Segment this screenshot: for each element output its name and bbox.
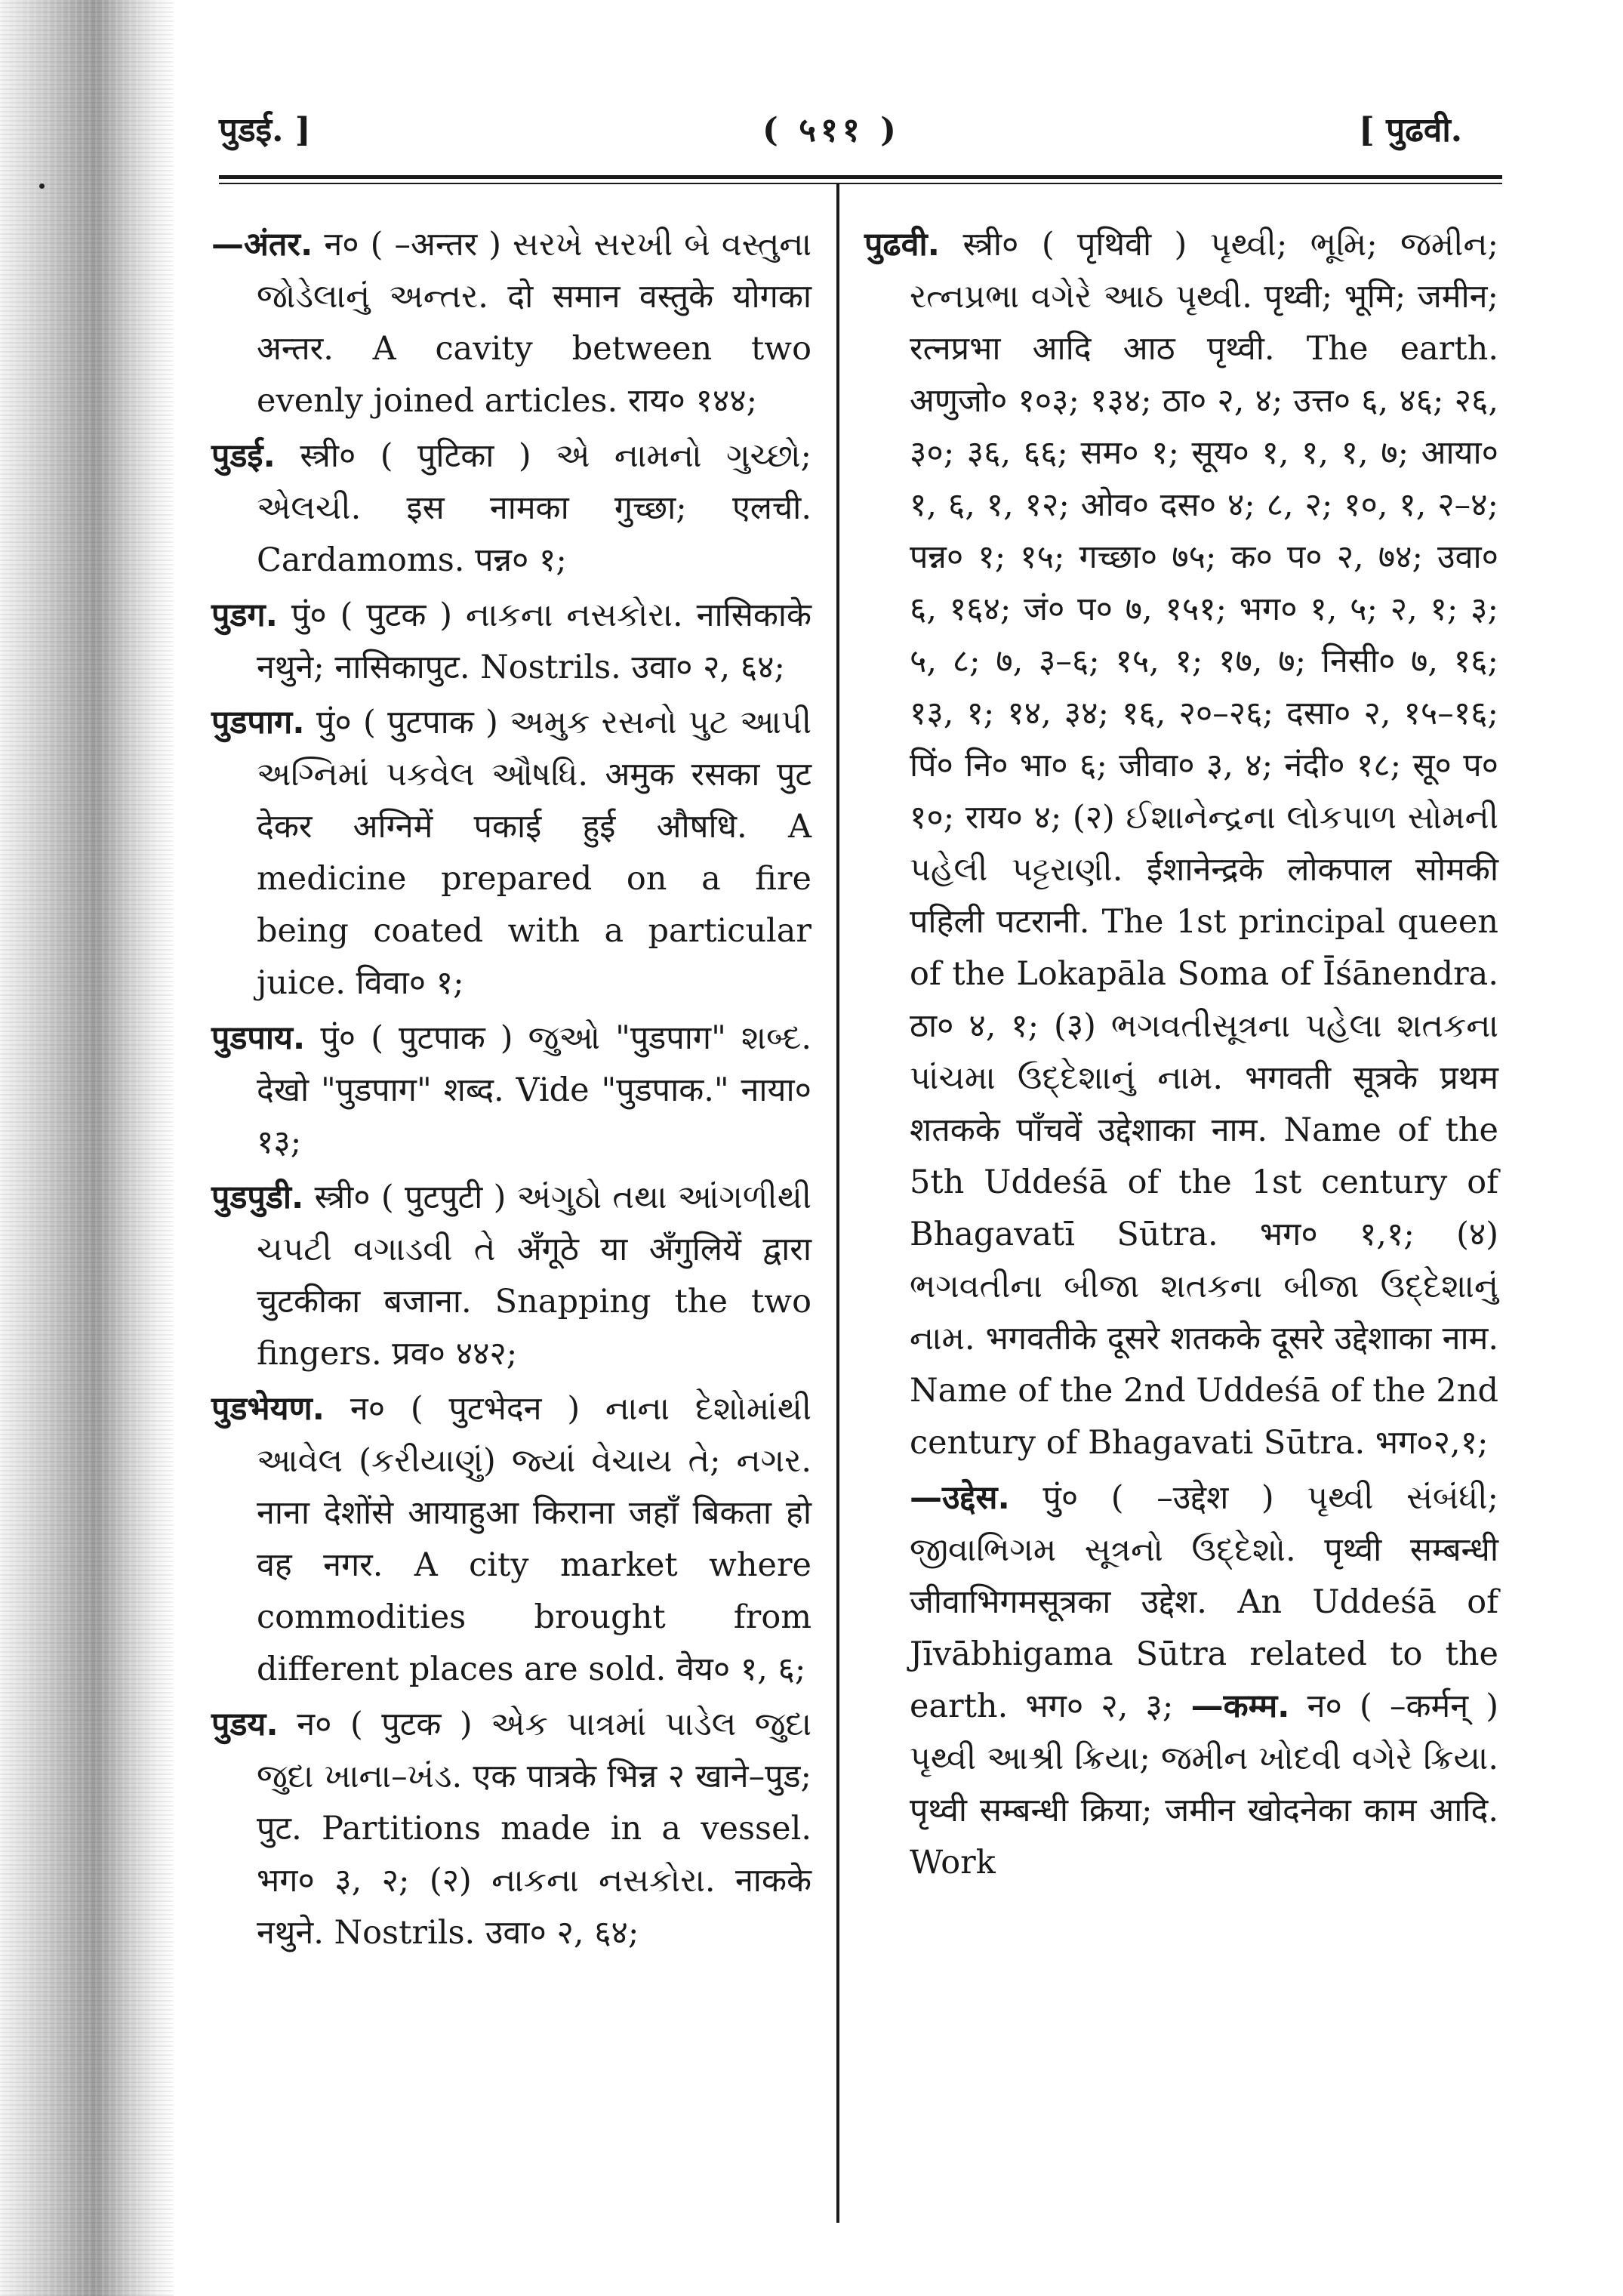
entry-headword: पुडपाग. <box>211 704 305 741</box>
dictionary-entry <box>211 590 812 694</box>
page-number: ( ५११ ) <box>762 111 901 149</box>
entry-headword: पुडई. <box>211 437 276 475</box>
entry-text: न० ( –अन्तर ) સરખે સરખી બે વસ્તુના જોડેલાનું અન્તર. दो समान वस्तुके योगका अन्तर. A cavity between two evenly joined articles. राय० १४४; <box>257 226 812 420</box>
subentry-headword: —कम्म. <box>1190 1687 1290 1725</box>
entry-headword: पुडभेयण. <box>211 1390 325 1428</box>
entry-headword: पुढवी. <box>864 226 941 264</box>
left-column <box>211 219 812 1962</box>
entry-text: स्त्री० ( पुटपुटी ) અંગુઠો તથા આંગળીથી ચપટી વગાડવી તે अँगूठे या अँगुलियें द्वारा चुटकीका बजाना. Snapping the two fingers. प्रव० ४४२; <box>257 1179 812 1373</box>
dictionary-entry <box>211 1383 812 1696</box>
entry-text: पुं० ( –उद्देश ) પૃથ્વી સંબંધી; જીવાભિગમ સૂત્રનો ઉદ્દેશો. पृथ्वी सम्बन्धी जीवाभिगमसूत्रका उद्देश. An Uddeśā of Jīvābhigama Sūtra related to the earth. भग० २, ३; <box>910 1479 1499 1725</box>
dictionary-entry <box>864 219 1498 1469</box>
entry-headword: पुडय. <box>211 1706 279 1743</box>
dictionary-entry <box>211 697 812 1009</box>
header-rule <box>219 175 1502 179</box>
subentry-headword: —उद्देस. <box>910 1479 1010 1517</box>
right-column <box>864 219 1498 1892</box>
entry-text: न० ( –कर्मन् ) પૃથ્વી આશ્રી ક્રિયા; જમીન ખોદવી વગેરે ક્રિયા. पृथ्वी सम्बन्धी क्रिया; जमीन खोदनेका काम आदि. Work <box>910 1687 1499 1881</box>
entry-headword: पुडपाय. <box>211 1019 306 1057</box>
dictionary-entry <box>211 430 812 587</box>
entry-text: स्त्री० ( पुटिका ) એ નામનો ગુચ્છો; એલચી. इस नामका गुच्छा; एलची. Cardamoms. पन्न० १; <box>257 437 812 579</box>
entry-text: न० ( पुटभेदन ) નાના દેશોમાંથી આવેલ (કરીયાણું) જ્યાં વેચાય તે; નગર. नाना देशोंसे आयाहुआ किराना जहाँ बिकता हो वह नगर. A city market where commodities brought from different places are sold. वेय० १, ६; <box>257 1390 812 1688</box>
entry-text: न० ( पुटक ) એક પાત્રમાં પાડેલ જુદા જુદા ખાના–ખંડ. एक पात्रके भिन्न २ खाने–पुड; पुट. Partitions made in a vessel. भग० ३, २; (२) નાકના નસકોરા. नाकके नथुने. Nostrils. उवा० २, ६४; <box>257 1706 812 1952</box>
header-rule-thin <box>219 183 1502 184</box>
gutter-texture <box>0 0 174 2296</box>
entry-text: पुं० ( पुटपाक ) જુઓ "पुडपाग" શબ્દ. देखो "पुडपाग" शब्द. Vide "पुडपाक." नाया० १३; <box>257 1019 812 1161</box>
entry-text: पुं० ( पुटक ) નાકના નસકોરા. नासिकाके नथुने; नासिकापुट. Nostrils. उवा० २, ६४; <box>257 596 812 686</box>
header-right-guideword: [ पुढवी. <box>1359 111 1463 149</box>
dictionary-entry <box>211 219 812 427</box>
entry-headword: पुडपुडी. <box>211 1179 304 1216</box>
entry-headword: —अंतर. <box>211 226 313 264</box>
entry-text: स्त्री० ( पृथिवी ) પૃથ્વી; ભૂમિ; જમીન; રત્નપ્રભા વગેરે આઠ પૃથ્વી. पृथ्वी; भूमि; जमीन; रत्नप्रभा आदि आठ पृथ्वी. The earth. अणुजो० १०३; १३४; ठा० २, ४; उत्त० ६, ४६; २६, ३०; ३६, ६६; सम० १; सूय० १, १, १, ७; आया० १, ६, १, १२; ओव० दस० ४; ८, २; १०, १, २–४; पन्न० १; १५; गच्छा० ७५; क० प० २, ७४; उवा० ६, १६४; जं० प० ७, १५१; भग० १, ५; २, १; ३; ५, ८; ७, ३–६; १५, १; १७, ७; निसी० ७, १६; १३, १; १४, ३४; १६, २०–२६; दसा० २, १५–१६; पिं० नि० भा० ६; जीवा० ३, ४; नंदी० १८; सू० प० १०; राय० ४; (२) ઈશાનેન્દ્રના લોકપાળ સોમની પહેલી પટ્ટરાણી. ईशानेन्द्रके लोकपाल सोमकी पहिली पटरानी. The 1st principal queen of the Lokapāla Soma of Īśānendra. ठा० ४, १; (३) ભગવતીસૂત્રના પહેલા શતકના પાંચમા ઉદ્દેશાનું નામ. भगवती सूत्रके प्रथम शतकके पाँचवें उद्देशाका नाम. Name of the 5th Uddeśā of the 1st century of Bhagavatī Sūtra. भग० १,१; (४) ભગવતીના બીજા શતકના બીજા ઉદ્દેશાનું નામ. भगवतीके दूसरे शतकके दूसरे उद्देशाका नाम. Name of the 2nd Uddeśā of the 2nd century of Bhagavati Sūtra. भग०२,१; <box>910 226 1498 1462</box>
dictionary-subentry <box>864 1472 1498 1889</box>
header-left-guideword: पुडई. ] <box>219 111 311 149</box>
dictionary-entry <box>211 1699 812 1959</box>
margin-dot <box>39 183 45 189</box>
dictionary-entry <box>211 1012 812 1169</box>
dictionary-entry <box>211 1172 812 1380</box>
column-divider <box>836 184 839 2223</box>
entry-headword: पुडग. <box>211 596 278 634</box>
entry-text: पुं० ( पुटपाक ) અમુક રસનો પુટ આપી અગ્નિમાં પકવેલ ઔષધિ. अमुक रसका पुट देकर अग्निमें पकाई हुई औषधि. A medicine prepared on a fire being coated with a particular juice. विवा० १; <box>257 704 812 1002</box>
